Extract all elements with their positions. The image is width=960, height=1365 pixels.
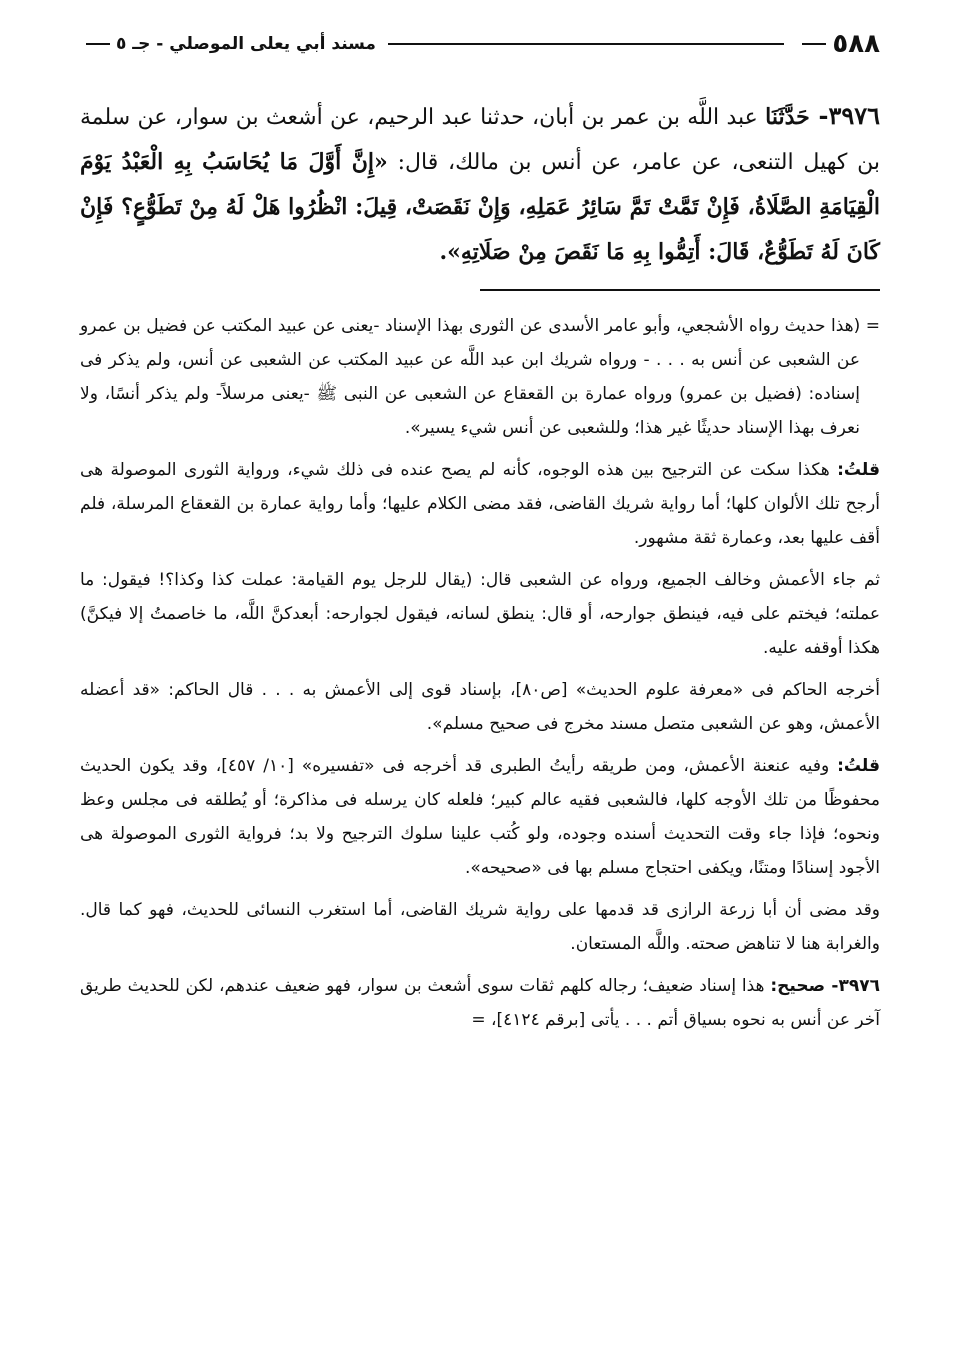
- hadith-matn: «إِنَّ أَوَّلَ مَا يُحَاسَبُ بِهِ الْعَبْدُ يَوْمَ الْقِيَامَةِ الصَّلَاةُ، فَإِنْ تَمَّتْ تَمَّ سَائِرُ عَمَلِهِ، وَإِنْ نَقَصَتْ، قِيلَ: انْظُرُوا هَلْ لَهُ مِنْ تَطَوُّعٍ؟ فَإِنْ كَانَ لَهُ تَطَوُّعٌ، قَالَ: أَتِمُّوا بِهِ مَا نَقَصَ مِنْ صَلَاتِهِ».: [80, 149, 880, 265]
- page-number: ٥٨٨: [832, 29, 880, 59]
- hadith-text: ٣٩٧٦- حَدَّثَنَا عبد اللَّه بن عمر بن أبان، حدثنا عبد الرحيم، عن أشعث بن سوار، عن سلمة بن كهيل التنعى، عن عامر، عن أنس بن مالك، قال: «إِنَّ أَوَّلَ مَا يُحَاسَبُ بِهِ الْعَبْدُ يَوْمَ الْقِيَامَةِ الصَّلَاةُ، فَإِنْ تَمَّتْ تَمَّ سَائِرُ عَمَلِهِ، وَإِنْ نَقَصَتْ، قِيلَ: انْظُرُوا هَلْ لَهُ مِنْ تَطَوُّعٍ؟ فَإِنْ كَانَ لَهُ تَطَوُّعٌ، قَالَ: أَتِمُّوا بِهِ مَا نَقَصَ مِنْ صَلَاتِهِ».: [80, 101, 880, 265]
- footnote-text: وفيه عنعنة الأعمش، ومن طريقه رأيتُ الطبرى قد أخرجه فى «تفسيره» [١٠/ ٤٥٧]، وقد يكون الحديث محفوظًا من تلك الأوجه كلها، فالشعبى فقيه عالم كبير؛ فلعله كان يرسله فى مذاكرة؛ أو يُطلقه فى مجلس وعظ ونحوه؛ فإذا جاء وقت التحديث أسنده وجوده، ولو كُتب علينا سلوك الترجيح ولا بد؛ فرواية الثورى الموصولة هى الأجود إسنادًا ومتنًا، ويكفى احتجاج مسلم بها فى «صحيحه».: [80, 756, 880, 878]
- footnote-paragraph: [80, 969, 880, 1037]
- footnote-paragraph: [80, 563, 880, 665]
- hadith-isnad: عبد اللَّه بن عمر بن أبان، حدثنا عبد الرحيم، عن أشعث بن سوار، عن سلمة بن كهيل التنعى، عن عامر، عن أنس بن مالك، قال:: [80, 105, 880, 175]
- footnote-rule: [480, 289, 880, 291]
- footnote-paragraph: [80, 893, 880, 961]
- footnote-paragraph: [80, 749, 880, 885]
- running-title: مسند أبي يعلى الموصلي - جـ ٥: [116, 34, 376, 54]
- hadith-number: ٣٩٧٦: [828, 101, 880, 130]
- footnote-text: = (هذا حديث رواه الأشجعي، وأبو عامر الأسدى عن الثورى بهذا الإسناد -يعنى عن عبيد المكتب عن فضيل بن عمرو عن الشعبى عن أنس به . . . - ورواه شريك ابن عبد اللَّه عن عبيد المكتب عن الشعبى عن أنس، ولم يذكر فى إسناده: (فضيل بن عمرو) ورواه عمارة بن القعقاع عن الشعبى عن النبى ﷺ -يعنى مرسلاً- ولم يذكر أنسًا، ولا نعرف بهذا الإسناد حديثًا غير هذا؛ وللشعبى عن أنس شيء يسير».: [80, 316, 880, 438]
- header-dash: [802, 43, 826, 45]
- header-rule: [388, 43, 784, 45]
- footnote-text: ثم جاء الأعمش وخالف الجميع، ورواه عن الشعبى قال: (يقال للرجل يوم القيامة: عملت كذا وكذا؟! فيقول: ما عملته؛ فيختم على فيه، فينطق جوارحه، أو قال: ينطق لسانه، فيقول لجوارحه: أبعدكنَّ اللَّه، ما خاصمتُ إلا فيكنَّ) هكذا أوقفه عليه.: [80, 570, 880, 658]
- footnote-text: هكذا سكت عن الترجيح بين هذه الوجوه، كأنه لم يصح عنده فى ذلك شيء، ورواية الثورى الموصولة هى أرجح تلك الألوان كلها؛ أما رواية شريك القاضى، فقد مضى الكلام عليها؛ وأما رواية عمارة بن القعقاع المرسلة، فلم أقف عليها بعد، وعمارة ثقة مشهور.: [80, 460, 880, 548]
- footnote-paragraph: [80, 453, 880, 555]
- footnote-lead: قلتُ:: [837, 756, 880, 776]
- footnote-paragraph: [80, 673, 880, 741]
- footnote-text: وقد مضى أن أبا زرعة الرازى قد قدمها على رواية شريك القاضى، أما استغرب النسائى للحديث، فهو كما قال. والغرابة هنا لا تناهض صحته. واللَّه المستعان.: [80, 900, 880, 954]
- footnote-lead: ٣٩٧٦- صحيح:: [770, 976, 880, 996]
- header-dash-end: [86, 43, 110, 45]
- footnote-lead: قلتُ:: [837, 460, 880, 480]
- page-header: [80, 24, 880, 64]
- footnote-text: هذا إسناد ضعيف؛ رجاله كلهم ثقات سوى أشعث بن سوار، فهو ضعيف عندهم، لكن للحديث طريق آخر عن أنس به نحوه بسياق أتم . . . يأتى [برقم ٤١٢٤]، =: [80, 976, 880, 1030]
- hadith-lead: حَدَّثَنَا: [765, 104, 810, 130]
- footnotes: [80, 309, 880, 1037]
- footnote-text: أخرجه الحاكم فى «معرفة علوم الحديث» [ص٨٠]، بإسناد قوى إلى الأعمش به . . . قال الحاكم: «قد أعضله الأعمش، وهو عن الشعبى متصل مسند مخرج فى صحيح مسلم».: [80, 680, 881, 734]
- footnote-paragraph: [80, 309, 880, 445]
